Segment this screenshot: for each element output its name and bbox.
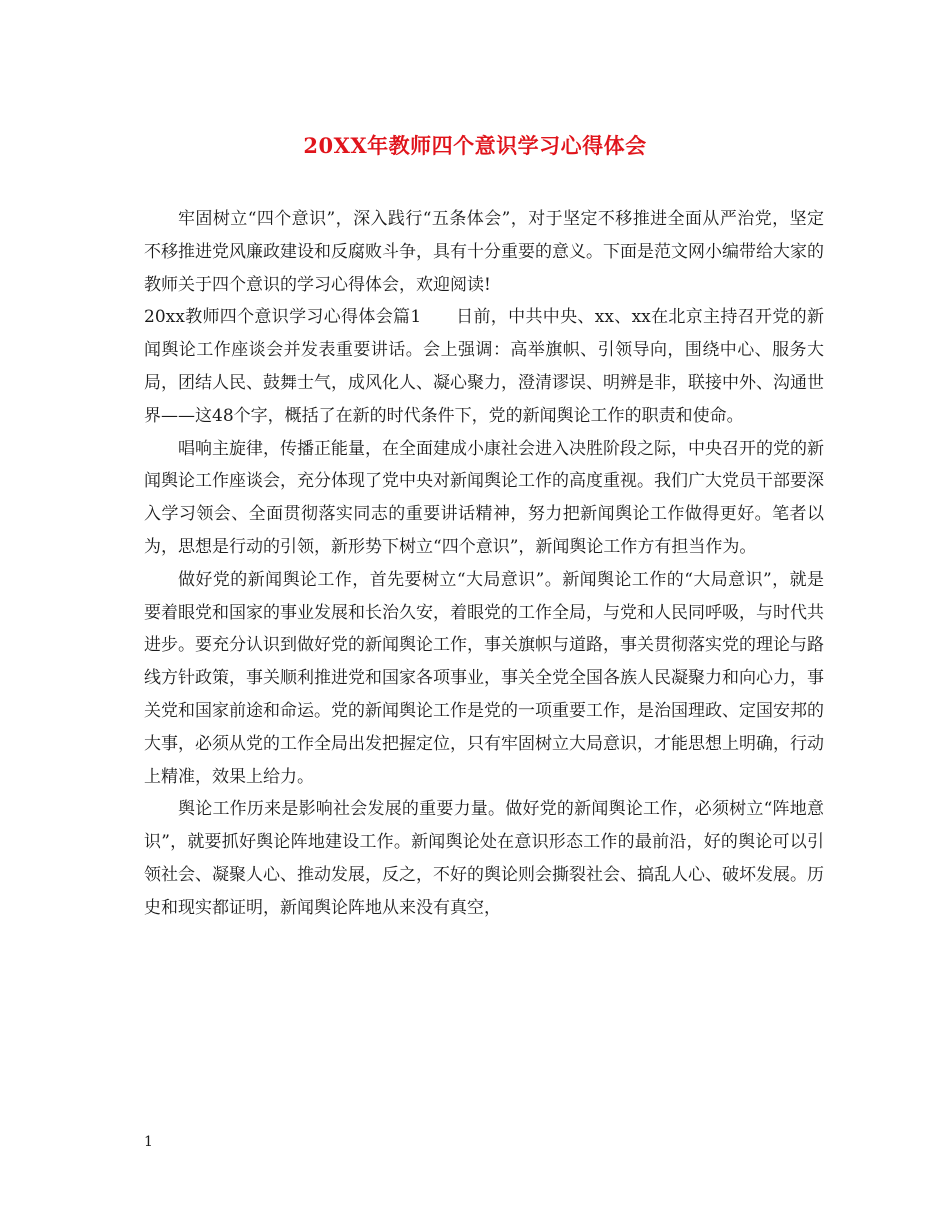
document-body (144, 203, 824, 925)
document-title: 20XX年教师四个意识学习心得体会 (303, 133, 647, 158)
paragraph-intro: 牢固树立“四个意识”，深入践行“五条体会”，对于坚定不移推进全面从严治党，坚定不移推进党风廉政建设和反腐败斗争，具有十分重要的意义。下面是范文网小编带给大家的教师关于四个意识的学习心得体会，欢迎阅读! (144, 209, 824, 295)
paragraph-main-melody: 唱响主旋律，传播正能量，在全面建成小康社会进入决胜阶段之际，中央召开的党的新闻舆论工作座谈会，充分体现了党中央对新闻舆论工作的高度重视。我们广大党员干部要深入学习领会、全面贯彻落实同志的重要讲话精神，努力把新闻舆论工作做得更好。笔者以为，思想是行动的引领，新形势下树立“四个意识”，新闻舆论工作方有担当作为。 (144, 438, 824, 557)
paragraph-position: 舆论工作历来是影响社会发展的重要力量。做好党的新闻舆论工作，必须树立“阵地意识”，就要抓好舆论阵地建设工作。新闻舆论处在意识形态工作的最前沿，好的舆论可以引领社会、凝聚人心、推动发展，反之，不好的舆论则会撕裂社会、搞乱人心、破坏发展。历史和现实都证明，新闻舆论阵地从来没有真空， (144, 799, 824, 918)
paragraph-big-picture: 做好党的新闻舆论工作，首先要树立“大局意识”。新闻舆论工作的“大局意识”，就是要着眼党和国家的事业发展和长治久安，着眼党的工作全局，与党和人民同呼吸，与时代共进步。要充分认识到做好党的新闻舆论工作，事关旗帜与道路，事关贯彻落实党的理论与路线方针政策，事关顺利推进党和国家各项事业，事关全党全国各族人民凝聚力和向心力，事关党和国家前途和命运。党的新闻舆论工作是党的一项重要工作，是治国理政、定国安邦的大事，必须从党的工作全局出发把握定位，只有牢固树立大局意识，才能思想上明确，行动上精准，效果上给力。 (144, 569, 824, 787)
paragraph-section-1: 20xx教师四个意识学习心得体会篇1 日前，中共中央、xx、xx在北京主持召开党的新闻舆论工作座谈会并发表重要讲话。会上强调：高举旗帜、引领导向，围绕中心、服务大局，团结人民、鼓舞士气，成风化人、凝心聚力，澄清谬误、明辨是非，联接中外、沟通世界——这48个字，概括了在新的时代条件下，党的新闻舆论工作的职责和使命。 (144, 307, 824, 426)
page-number: 1 (144, 1134, 153, 1150)
